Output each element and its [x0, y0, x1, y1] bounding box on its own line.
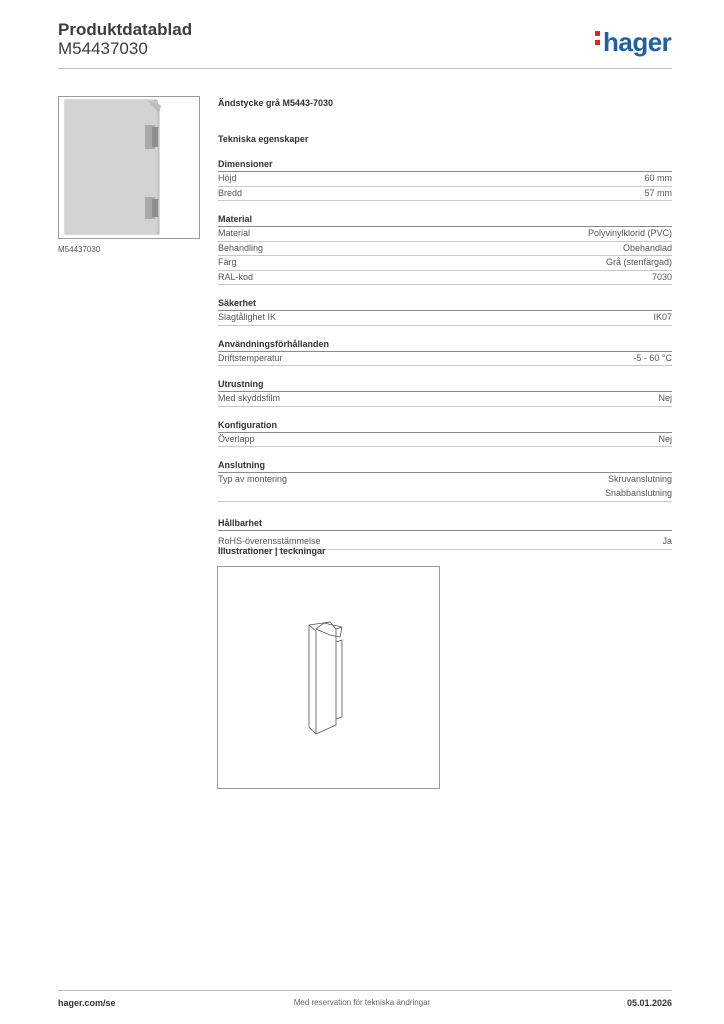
spec-value: 7030: [651, 271, 672, 282]
spec-value: Ja: [662, 536, 672, 546]
spec-label: Höjd: [218, 173, 237, 183]
spec-label: Material: [218, 228, 251, 238]
spec-row: [218, 187, 672, 202]
spec-row: [218, 473, 672, 502]
product-code: M54437030: [58, 39, 148, 58]
spec-group-title: Utrustning: [218, 377, 672, 392]
spec-value: Nej: [658, 393, 672, 403]
spec-label: Med skyddsfilm: [218, 393, 281, 403]
spec-label: RoHS-överensstämmelse: [218, 536, 321, 546]
spec-value-line: Skruvanslutning: [607, 474, 672, 484]
spec-row: [218, 242, 672, 257]
spec-value: Nej: [658, 433, 672, 444]
illustration-drawing: [217, 566, 440, 789]
spec-section-title: Tekniska egenskaper: [218, 134, 309, 144]
spec-value-line: Snabbanslutning: [604, 487, 672, 498]
spec-group-title: Material: [218, 212, 672, 227]
spec-group-material: [218, 212, 672, 285]
illustrations-title: Illustrationer | teckningar: [218, 546, 326, 556]
product-name: Ändstycke grå M5443-7030: [218, 98, 334, 108]
spec-group-title: Dimensioner: [218, 157, 672, 172]
spec-row: [218, 433, 672, 448]
hager-logo: [595, 27, 671, 57]
footer-divider: [58, 990, 672, 991]
end-cap-photo: [59, 97, 199, 238]
spec-group-utrustning: [218, 377, 672, 407]
logo-text: hager: [603, 27, 672, 57]
technical-specs: [218, 96, 672, 550]
spec-value: 60 mm: [644, 173, 672, 183]
spec-group-title: Hållbarhet: [218, 516, 672, 531]
spec-row: [218, 311, 672, 326]
spec-value: -5 - 60 °C: [633, 352, 672, 363]
spec-label: Färg: [218, 257, 237, 267]
spec-row: [218, 227, 672, 242]
spec-label: Behandling: [218, 242, 264, 253]
spec-label: RAL-kod: [218, 271, 254, 282]
footer-website: hager.com/se: [58, 998, 116, 1008]
spec-group-anvandningsforhallanden: [218, 337, 672, 367]
spec-row: [218, 271, 672, 286]
spec-value: 57 mm: [644, 187, 672, 198]
spec-label: Bredd: [218, 187, 243, 198]
spec-label: Driftstemperatur: [218, 352, 283, 363]
spec-group-title: Säkerhet: [218, 296, 672, 311]
spec-row: [218, 256, 672, 271]
spec-group-sakerhet: [218, 296, 672, 326]
spec-group-title: Konfiguration: [218, 418, 672, 433]
spec-row: [218, 172, 672, 187]
page-title: Produktdatablad: [58, 20, 193, 39]
spec-label: Typ av montering: [218, 474, 288, 484]
spec-value: [605, 473, 672, 500]
spec-group-dimensioner: [218, 157, 672, 201]
spec-label: Överlapp: [218, 433, 255, 444]
logo-mark-icon: [595, 27, 601, 49]
spec-group-konfiguration: [218, 418, 672, 448]
spec-row: [218, 352, 672, 367]
header-divider: [58, 68, 672, 69]
spec-group-hallbarhet: [218, 516, 672, 550]
spec-row: [218, 392, 672, 407]
spec-value: Polyvinylklorid (PVC): [587, 228, 672, 238]
footer-disclaimer: Med reservation för tekniska ändringar: [293, 998, 431, 1007]
product-image: [58, 96, 200, 239]
spec-value: IK07: [653, 312, 672, 322]
product-image-caption: M54437030: [58, 245, 101, 254]
spec-label: Slagtålighet IK: [218, 312, 277, 322]
footer-date: 05.01.2026: [626, 998, 672, 1008]
spec-value: Obehandlad: [622, 242, 672, 253]
end-cap-line-drawing: [218, 567, 439, 788]
spec-group-anslutning: [218, 458, 672, 502]
spec-value: Grå (stenfärgad): [605, 257, 672, 267]
spec-group-title: Anslutning: [218, 458, 672, 473]
spec-group-title: Användningsförhållanden: [218, 337, 672, 352]
